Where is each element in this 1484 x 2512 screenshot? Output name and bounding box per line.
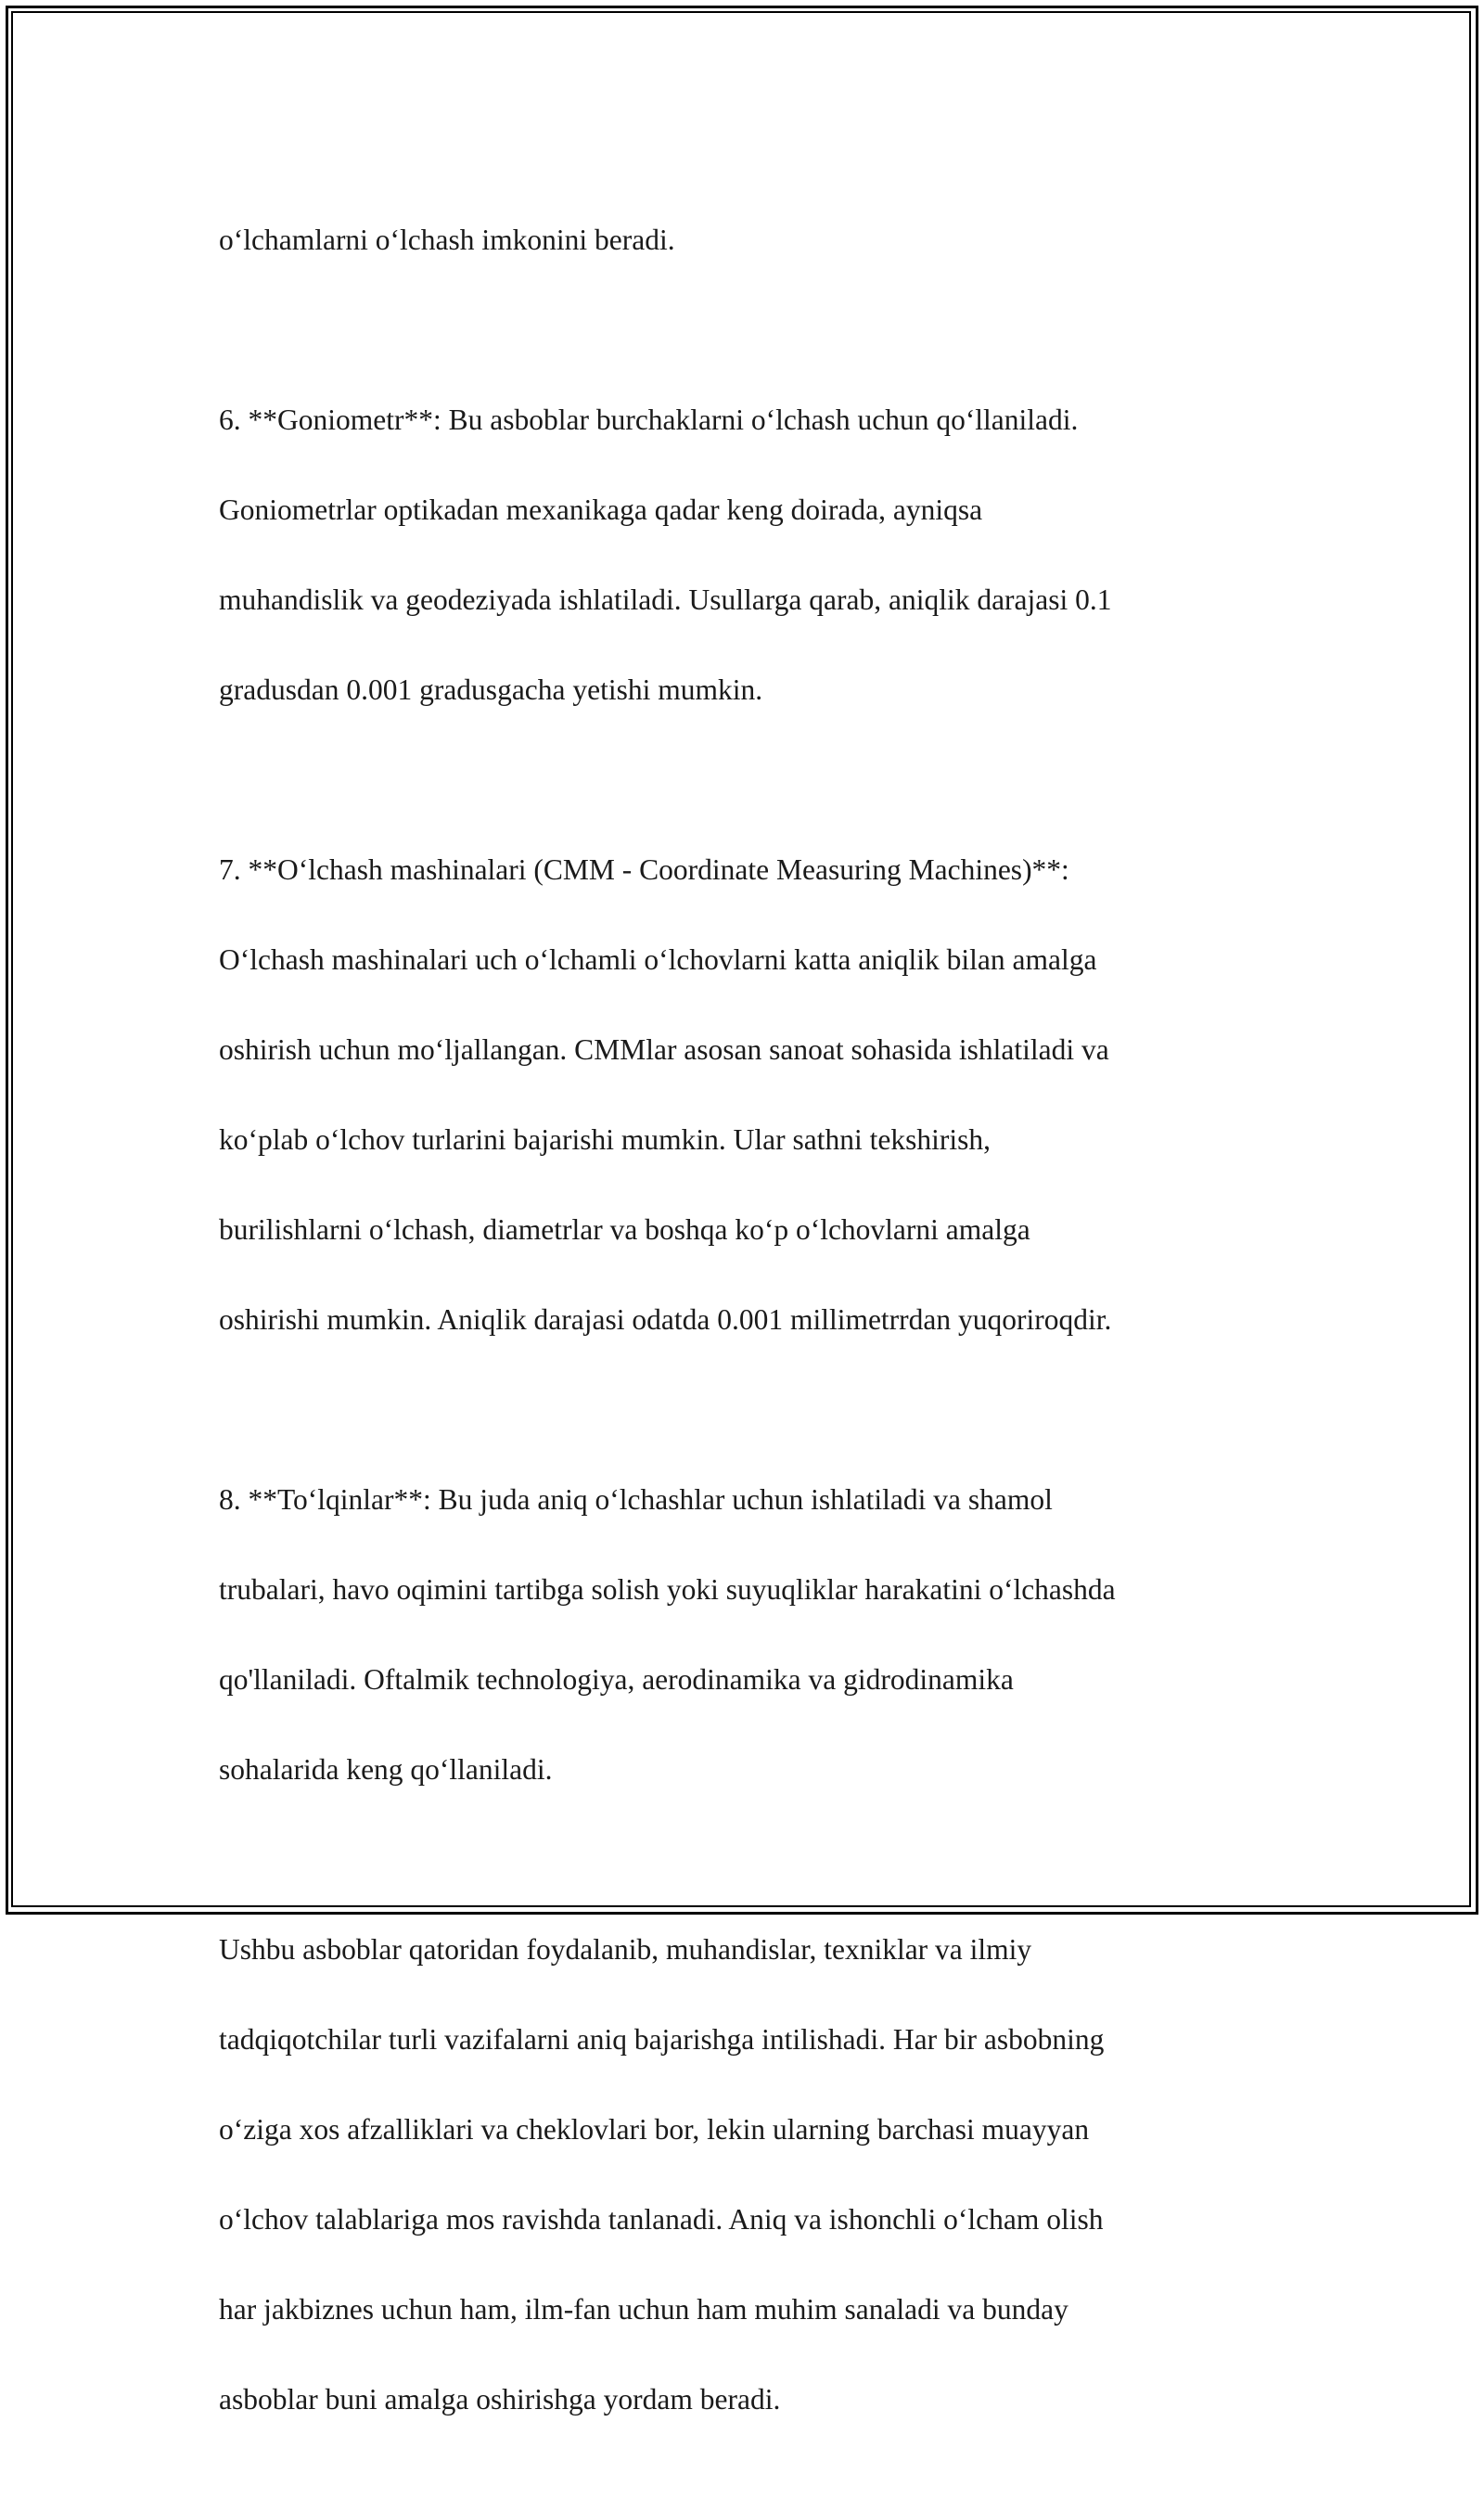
- text-line: oshirish uchun mo‘ljallangan. CMMlar asosan sanoat sohasida ishlatiladi va: [219, 1032, 1109, 1066]
- document-body: [219, 173, 1276, 2512]
- text-line: o‘lchov talablariga mos ravishda tanlanadi. Aniq va ishonchli o‘lcham olish: [219, 2202, 1104, 2236]
- text-line: qo'llaniladi. Oftalmik technologiya, aerodinamika va gidrodinamika: [219, 1662, 1014, 1696]
- paragraph-conclusion: [219, 1882, 1276, 2467]
- paragraph-cmm: [219, 802, 1276, 1388]
- text-line: O‘lchash mashinalari uch o‘lchamli o‘lchovlarni katta aniqlik bilan amalga: [219, 942, 1097, 976]
- text-line: tadqiqotchilar turli vazifalarni aniq bajarishga intilishadi. Har bir asbobning: [219, 2022, 1105, 2056]
- text-line: 7. **O‘lchash mashinalari (CMM - Coordinate Measuring Machines)**:: [219, 852, 1069, 886]
- text-line: gradusdan 0.001 gradusgacha yetishi mumkin.: [219, 673, 763, 706]
- text-line: sohalarida keng qo‘llaniladi.: [219, 1752, 553, 1786]
- text-line: oshirishi mumkin. Aniqlik darajasi odatda 0.001 millimetrrdan yuqoriroqdir.: [219, 1302, 1112, 1336]
- text-line: trubalari, havo oqimini tartibga solish yoki suyuqliklar harakatini o‘lchashda: [219, 1572, 1116, 1606]
- text-line: burilishlarni o‘lchash, diametrlar va boshqa ko‘p o‘lchovlarni amalga: [219, 1212, 1030, 1246]
- text-line: o‘ziga xos afzalliklari va cheklovlari bor, lekin ularning barchasi muayyan: [219, 2112, 1090, 2146]
- text-line: Ushbu asboblar qatoridan foydalanib, muhandislar, texniklar va ilmiy: [219, 1932, 1032, 1966]
- text-line: asboblar buni amalga oshirishga yordam beradi.: [219, 2382, 781, 2416]
- text-line: ko‘plab o‘lchov turlarini bajarishi mumkin. Ular sathni tekshirish,: [219, 1122, 991, 1156]
- text-line: har jakbiznes uchun ham, ilm-fan uchun ham muhim sanaladi va bunday: [219, 2292, 1068, 2326]
- text-line: 8. **To‘lqinlar**: Bu juda aniq o‘lchashlar uchun ishlatiladi va shamol: [219, 1482, 1053, 1516]
- paragraph-intro-continuation: [219, 173, 1276, 308]
- text-line: 6. **Goniometr**: Bu asboblar burchaklarni o‘lchash uchun qo‘llaniladi.: [219, 403, 1079, 436]
- paragraph-tolqinlar: [219, 1432, 1276, 1838]
- paragraph-goniometr: [219, 352, 1276, 758]
- text-line: o‘lchamlarni o‘lchash imkonini beradi.: [219, 223, 675, 256]
- text-line: Goniometrlar optikadan mexanikaga qadar keng doirada, ayniqsa: [219, 493, 983, 526]
- text-line: muhandislik va geodeziyada ishlatiladi. Usullarga qarab, aniqlik darajasi 0.1: [219, 583, 1112, 616]
